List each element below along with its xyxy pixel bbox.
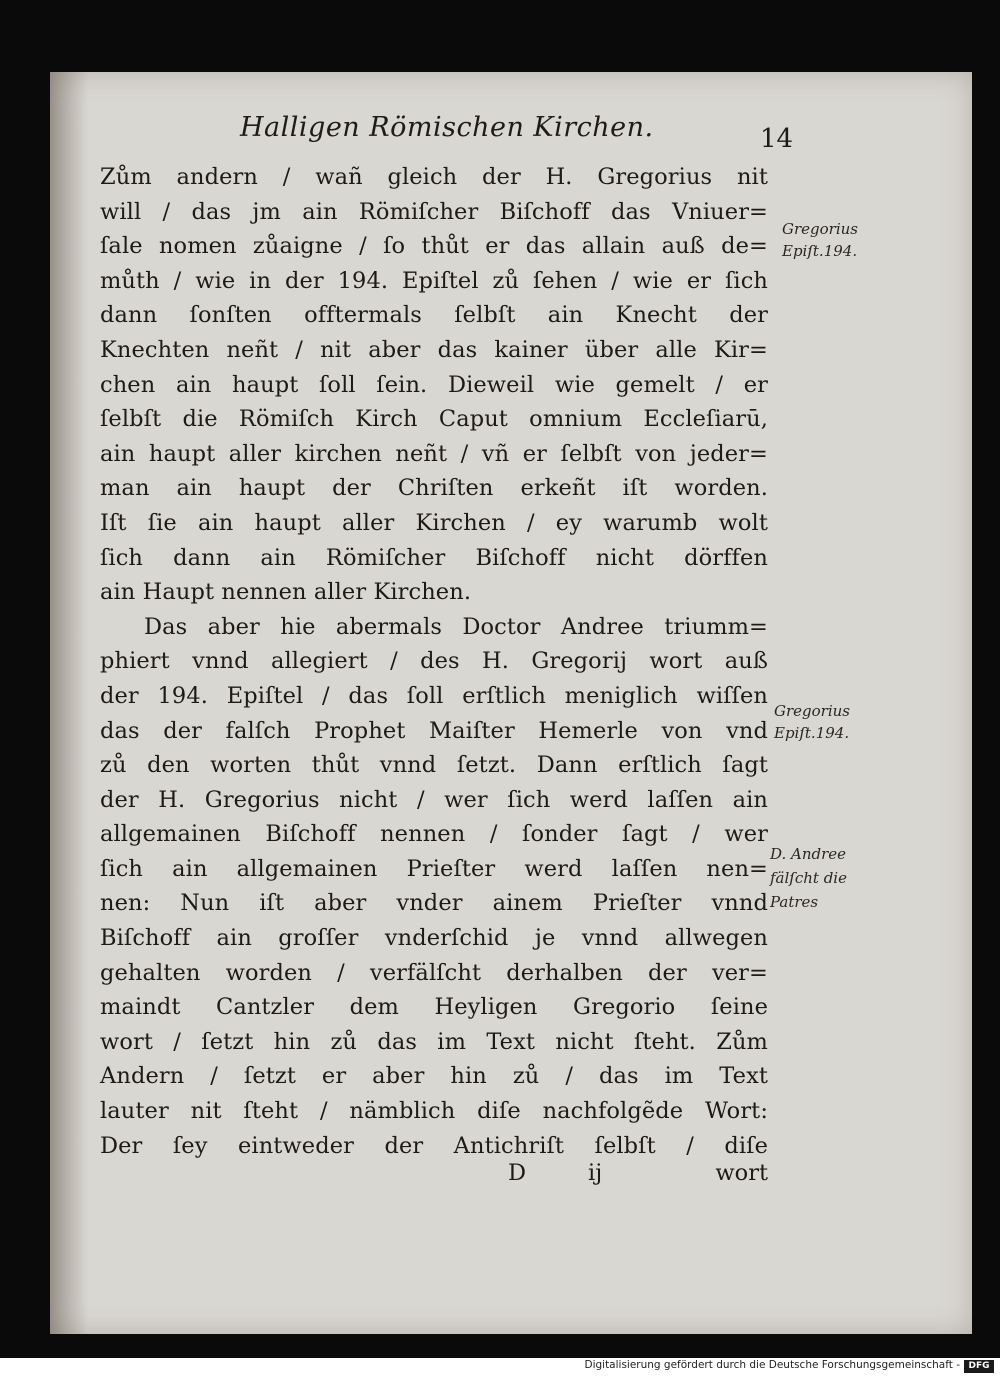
marginal-line: Patres (770, 893, 819, 911)
signature-mark: D (508, 1160, 527, 1186)
text-line: der H. Gregorius nicht / wer ſich werd laſſen ain (100, 786, 768, 813)
marginal-line: Gregorius (774, 702, 850, 720)
text-line: nen: Nun iſt aber vnder ainem Prieſter vnnd (100, 890, 768, 917)
text-line: will / das jm ain Römiſcher Biſchoff das Vniuer= (100, 198, 768, 225)
text-line: man ain haupt der Chriſten erkeñt iſt worden. (100, 475, 768, 502)
funding-notice: Digitalisierung gefördert durch die Deutsche Forschungsgemeinschaft - (584, 1359, 960, 1371)
text-line: ſale nomen zůaigne / ſo thůt er das allain auß de= (100, 233, 768, 260)
text-line: Biſchoff ain groſſer vnderſchid je vnnd allwegen (100, 925, 768, 952)
running-head: Halligen Römischen Kirchen. (240, 112, 654, 143)
text-line: der 194. Epiſtel / das ſoll erſtlich meniglich wiſſen (100, 682, 768, 709)
marginal-line: Gregorius (782, 220, 858, 238)
main-text-block (100, 160, 768, 1163)
text-line: phiert vnnd allegiert / des H. Gregorij wort auß (100, 648, 768, 675)
text-line: ain haupt aller kirchen neñt / vñ er ſelbſt von jeder= (100, 440, 768, 467)
marginal-line: Epiſt.194. (774, 724, 850, 742)
text-line: Iſt ſie ain haupt aller Kirchen / ey warumb wolt (100, 509, 768, 536)
marginal-line: D. Andree (770, 845, 847, 863)
marginal-note-1 (782, 218, 858, 262)
marginal-line: Epiſt.194. (782, 242, 858, 260)
text-line: Andern / ſetzt er aber hin zů / das im Text (100, 1063, 768, 1090)
text-line: ain Haupt nennen aller Kirchen. (100, 579, 472, 606)
text-line: Das aber hie abermals Doctor Andree triumm= (144, 613, 768, 640)
text-line: lauter nit ſteht / nämblich diſe nachfolgẽde Wort: (100, 1098, 768, 1125)
marginal-note-2 (774, 700, 850, 744)
text-line: ſich ain allgemainen Prieſter werd laſſen nen= (100, 855, 768, 882)
text-line: můth / wie in der 194. Epiſtel zů ſehen / wie er ſich (100, 267, 768, 294)
text-line: allgemainen Biſchoff nennen / ſonder ſagt / wer (100, 821, 768, 848)
page-number: 14 (760, 124, 794, 154)
text-line: ſelbſt die Römiſch Kirch Caput omnium Eccleſiarū, (100, 406, 768, 433)
catchword: wort (715, 1160, 768, 1186)
text-line: gehalten worden / verfälſcht derhalben der ver= (100, 959, 768, 986)
footer-bar (0, 1358, 1000, 1376)
text-line: das der falſch Prophet Maiſter Hemerle von vnd (100, 717, 768, 744)
marginal-note-3 (770, 842, 847, 914)
text-line: Zům andern / wañ gleich der H. Gregorius nit (100, 164, 768, 190)
text-line: Der ſey eintweder der Antichriſt ſelbſt / diſe (100, 1132, 768, 1159)
text-line: Knechten neñt / nit aber das kainer über alle Kir= (100, 336, 768, 363)
text-line: chen ain haupt ſoll ſein. Dieweil wie gemelt / er (100, 371, 768, 398)
dfg-logo: DFG (964, 1360, 994, 1373)
marginal-line: fälſcht die (770, 869, 847, 887)
signature-number: ij (588, 1160, 603, 1186)
catchline (100, 1160, 768, 1196)
text-line: ſich dann ain Römiſcher Biſchoff nicht dörffen (100, 544, 768, 571)
text-line: dann ſonſten offtermals ſelbſt ain Knecht der (100, 302, 768, 329)
text-line: wort / ſetzt hin zů das im Text nicht ſteht. Zům (100, 1028, 768, 1055)
text-line: maindt Cantzler dem Heyligen Gregorio ſeine (100, 994, 768, 1021)
text-line: zů den worten thůt vnnd ſetzt. Dann erſtlich ſagt (100, 752, 768, 779)
